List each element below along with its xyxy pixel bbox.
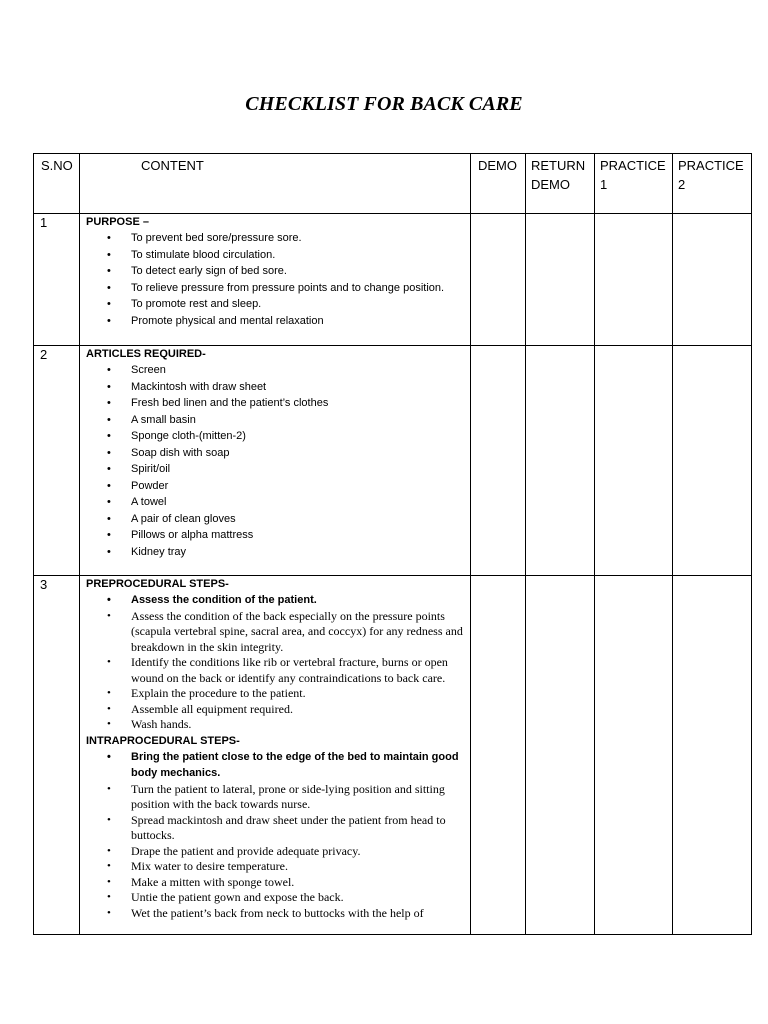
list-item: • Pillows or alpha mattress: [86, 527, 470, 544]
header-return-demo: RETURN DEMO: [526, 154, 595, 214]
section-heading: ARTICLES REQUIRED-: [86, 348, 206, 360]
list-item: • To promote rest and sleep.: [86, 296, 470, 313]
bullet-list: [86, 592, 470, 733]
header-demo: DEMO: [471, 154, 526, 214]
demo-cell: [471, 214, 526, 346]
list-item: • Bring the patient close to the edge of the bed to maintain good body mechanics.: [86, 749, 470, 782]
list-item: • Identify the conditions like rib or vertebral fracture, burns or open wound on the back or identify any contraindications to back care.: [86, 655, 470, 686]
table-row: [34, 346, 752, 576]
list-item: • To prevent bed sore/pressure sore.: [86, 230, 470, 247]
row-content: [80, 346, 471, 576]
section-heading: PREPROCEDURAL STEPS-: [86, 578, 229, 590]
list-item: • Assess the condition of the patient.: [86, 592, 470, 609]
row-content: [80, 576, 471, 935]
practice-1-cell: [595, 214, 673, 346]
list-item: • A small basin: [86, 412, 470, 429]
row-content: [80, 214, 471, 346]
list-item: • Wet the patient’s back from neck to buttocks with the help of: [86, 906, 470, 922]
list-item: • Assess the condition of the back especially on the pressure points (scapula vertebral spine, sacral area, and coccyx) for any redness and breakdown in the skin integrity.: [86, 609, 470, 656]
return-demo-cell: [526, 214, 595, 346]
row-number: 2: [34, 346, 80, 576]
list-item: • Kidney tray: [86, 544, 470, 561]
page-title: CHECKLIST FOR BACK CARE: [245, 93, 523, 115]
bullet-list: [86, 749, 470, 922]
list-item: • Fresh bed linen and the patient’s clothes: [86, 395, 470, 412]
list-item: • Mix water to desire temperature.: [86, 859, 470, 875]
list-item: • To relieve pressure from pressure points and to change position.: [86, 280, 470, 297]
list-item: • To detect early sign of bed sore.: [86, 263, 470, 280]
header-practice-2: PRACTICE 2: [673, 154, 752, 214]
list-item: • Screen: [86, 362, 470, 379]
list-item: • Soap dish with soap: [86, 445, 470, 462]
bullet-list: [86, 230, 470, 329]
section-heading: INTRAPROCEDURAL STEPS-: [86, 734, 240, 747]
practice-2-cell: [673, 346, 752, 576]
list-item: • Drape the patient and provide adequate privacy.: [86, 844, 470, 860]
list-item: • Promote physical and mental relaxation: [86, 313, 470, 330]
checklist-table: [33, 153, 752, 935]
list-item: • Assemble all equipment required.: [86, 702, 470, 718]
list-item: • Powder: [86, 478, 470, 495]
return-demo-cell: [526, 576, 595, 935]
header-row: [34, 154, 752, 214]
bullet-list: [86, 362, 470, 560]
table-row: [34, 214, 752, 346]
list-item: • Mackintosh with draw sheet: [86, 379, 470, 396]
practice-2-cell: [673, 576, 752, 935]
practice-1-cell: [595, 576, 673, 935]
list-item: • Sponge cloth-(mitten-2): [86, 428, 470, 445]
list-item: • Explain the procedure to the patient.: [86, 686, 470, 702]
list-item: • Make a mitten with sponge towel.: [86, 875, 470, 891]
practice-1-cell: [595, 346, 673, 576]
list-item: • Spread mackintosh and draw sheet under the patient from head to buttocks.: [86, 813, 470, 844]
section-heading: PURPOSE –: [86, 216, 149, 228]
header-practice-1: PRACTICE 1: [595, 154, 673, 214]
demo-cell: [471, 346, 526, 576]
practice-2-cell: [673, 214, 752, 346]
return-demo-cell: [526, 346, 595, 576]
list-item: • Spirit/oil: [86, 461, 470, 478]
list-item: • Turn the patient to lateral, prone or side-lying position and sitting position with the back towards nurse.: [86, 782, 470, 813]
row-number: 1: [34, 214, 80, 346]
demo-cell: [471, 576, 526, 935]
header-sno: S.NO: [34, 154, 80, 214]
list-item: • A pair of clean gloves: [86, 511, 470, 528]
list-item: • A towel: [86, 494, 470, 511]
list-item: • To stimulate blood circulation.: [86, 247, 470, 264]
row-number: 3: [34, 576, 80, 935]
list-item: • Untie the patient gown and expose the back.: [86, 890, 470, 906]
list-item: • Wash hands.: [86, 717, 470, 733]
table-row: [34, 576, 752, 935]
header-content: CONTENT: [80, 154, 471, 214]
